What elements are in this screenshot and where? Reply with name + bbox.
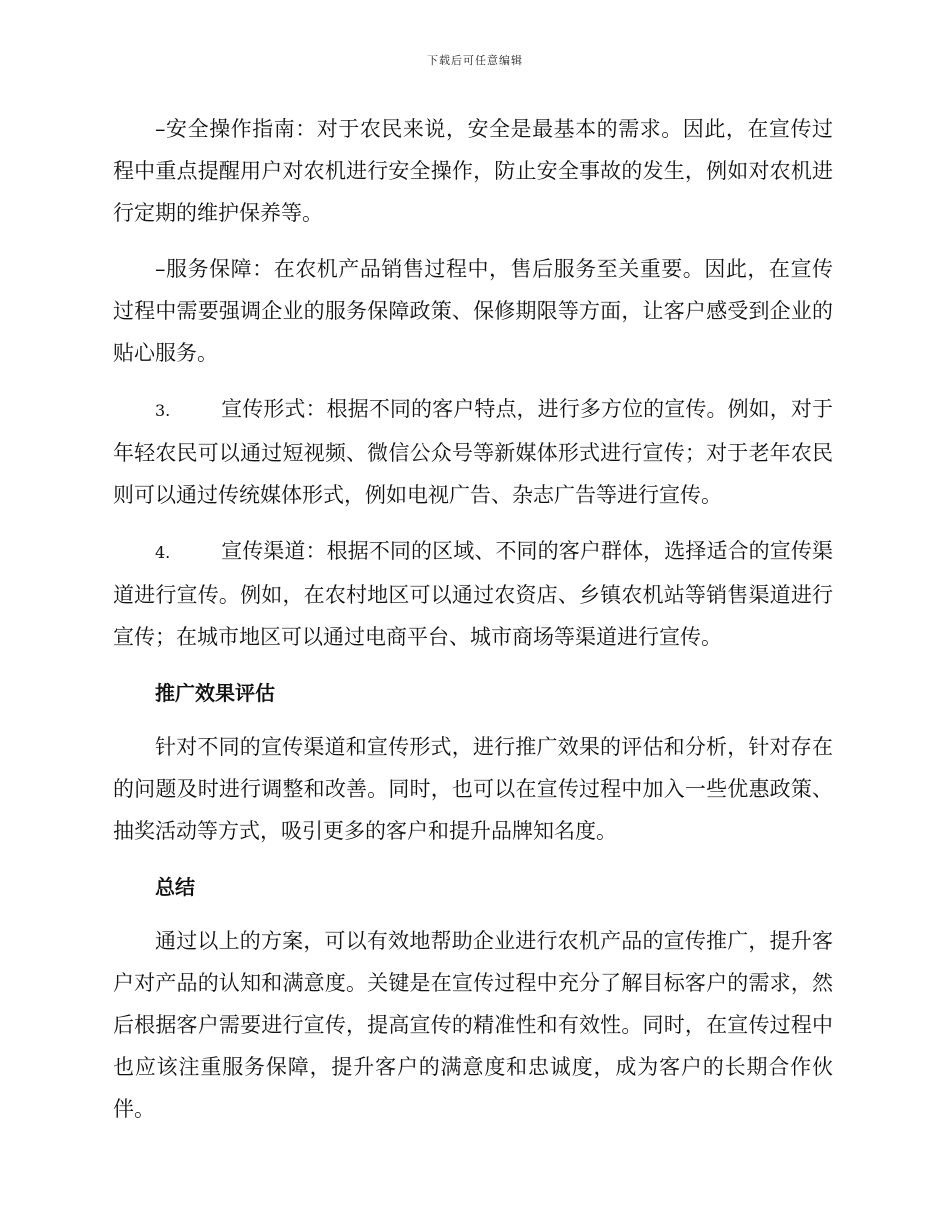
list-item-promotion-form: [113, 388, 833, 516]
document-body: [113, 108, 833, 1144]
list-item-text: 宣传渠道：根据不同的区域、不同的客户群体，选择适合的宣传渠道进行宣传。例如，在农村地区可以通过农资店、乡镇农机站等销售渠道进行宣传；在城市地区可以通过电商平台、城市商场等渠道进行宣传。: [113, 539, 833, 649]
paragraph-summary: 通过以上的方案，可以有效地帮助企业进行农机产品的宣传推广，提升客户对产品的认知和满意度。关键是在宣传过程中充分了解目标客户的需求，然后根据客户需要进行宣传，提高宣传的精准性和有效性。同时，在宣传过程中也应该注重服务保障，提升客户的满意度和忠诚度，成为客户的长期合作伙伴。: [113, 929, 833, 1121]
list-item-promotion-channel: [113, 530, 833, 658]
paragraph-service-guarantee: –服务保障：在农机产品销售过程中，售后服务至关重要。因此，在宣传过程中需要强调企业的服务保障政策、保修期限等方面，让客户感受到企业的贴心服务。: [113, 257, 833, 365]
section-heading-evaluation: 推广效果评估: [155, 681, 275, 705]
paragraph-evaluation: 针对不同的宣传渠道和宣传形式，进行推广效果的评估和分析，针对存在的问题及时进行调整和改善。同时，也可以在宣传过程中加入一些优惠政策、抽奖活动等方式，吸引更多的客户和提升品牌知名度。: [113, 735, 833, 843]
page-header: 下载后可任意编辑: [427, 54, 523, 67]
list-number: 3.: [155, 401, 171, 420]
list-item-text: 宣传形式：根据不同的客户特点，进行多方位的宣传。例如，对于年轻农民可以通过短视频、微信公众号等新媒体形式进行宣传；对于老年农民则可以通过传统媒体形式，例如电视广告、杂志广告等进行宣传。: [113, 397, 833, 507]
paragraph-safety-guide: –安全操作指南：对于农民来说，安全是最基本的需求。因此，在宣传过程中重点提醒用户对农机进行安全操作，防止安全事故的发生，例如对农机进行定期的维护保养等。: [113, 117, 833, 225]
section-heading-summary: 总结: [155, 875, 195, 899]
list-number: 4.: [155, 543, 171, 562]
